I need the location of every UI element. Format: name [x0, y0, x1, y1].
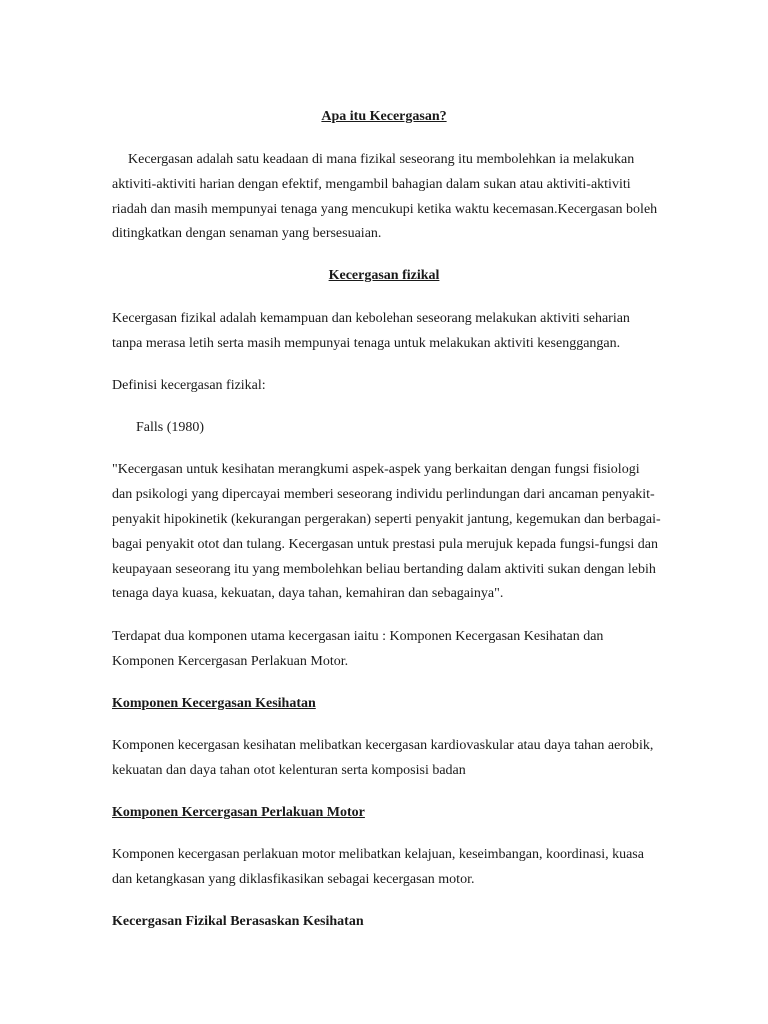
- intro-line: Kecergasan adalah satu keadaan di mana fizikal seseorang itu membolehkan ia melakukan: [128, 152, 635, 167]
- paragraph-line: Kecergasan fizikal adalah kemampuan dan kebolehan seseorang melakukan aktiviti seharian: [112, 311, 630, 326]
- paragraph-line: dan ketangkasan yang diklasfikasikan sebagai kecergasan motor.: [112, 872, 475, 887]
- paragraph-line: tanpa merasa letih serta masih mempunyai tenaga untuk melakukan aktiviti kesenggangan.: [112, 336, 621, 351]
- definition-label: Definisi kecergasan fizikal:: [112, 378, 266, 393]
- quote-line: "Kecergasan untuk kesihatan merangkumi aspek-aspek yang berkaitan dengan fungsi fisiologi: [112, 462, 640, 477]
- section-heading-kecergasan-berasaskan-kesihatan: Kecergasan Fizikal Berasaskan Kesihatan: [112, 914, 364, 929]
- quote-line: penyakit hipokinetik (kekurangan pergerakan) seperti penyakit jantung, kegemukan dan berbagai-: [112, 512, 661, 527]
- quote-line: keupayaan seseorang itu yang membolehkan beliau bertanding dalam aktiviti sukan dengan lebih: [112, 562, 656, 577]
- intro-line: ditingkatkan dengan senaman yang bersesuaian.: [112, 226, 382, 241]
- section-heading-komponen-kesihatan: Komponen Kecergasan Kesihatan: [112, 696, 316, 711]
- paragraph-line: Komponen kecergasan kesihatan melibatkan kecergasan kardiovaskular atau daya tahan aerobik,: [112, 738, 654, 753]
- citation: Falls (1980): [136, 420, 205, 435]
- quote-line: bagai penyakit otot dan tulang. Kecergasan untuk prestasi pula merujuk kepada fungsi-fungsi dan: [112, 537, 658, 552]
- quote-line: dan psikologi yang dipercayai memberi seseorang individu perlindungan dari ancaman penyakit-: [112, 487, 655, 502]
- paragraph-line: kekuatan dan daya tahan otot kelenturan serta komposisi badan: [112, 763, 466, 778]
- paragraph-line: Komponen kecergasan perlakuan motor melibatkan kelajuan, keseimbangan, koordinasi, kuasa: [112, 847, 644, 862]
- section-heading-kecergasan-fizikal: Kecergasan fizikal: [328, 268, 440, 283]
- quote-line: tenaga daya kuasa, kekuatan, daya tahan, kemahiran dan sebagainya".: [112, 586, 504, 601]
- paragraph-line: Komponen Kercergasan Perlakuan Motor.: [112, 654, 349, 669]
- intro-line: riadah dan masih mempunyai tenaga yang mencukupi ketika waktu kecemasan.Kecergasan boleh: [112, 202, 658, 217]
- document-title: Apa itu Kecergasan?: [321, 109, 447, 124]
- section-heading-komponen-motor: Komponen Kercergasan Perlakuan Motor: [112, 805, 365, 820]
- intro-line: aktiviti-aktiviti harian dengan efektif, mengambil bahagian dalam sukan atau aktiviti-aktiviti: [112, 177, 631, 192]
- paragraph-line: Terdapat dua komponen utama kecergasan iaitu : Komponen Kecergasan Kesihatan dan: [112, 629, 604, 644]
